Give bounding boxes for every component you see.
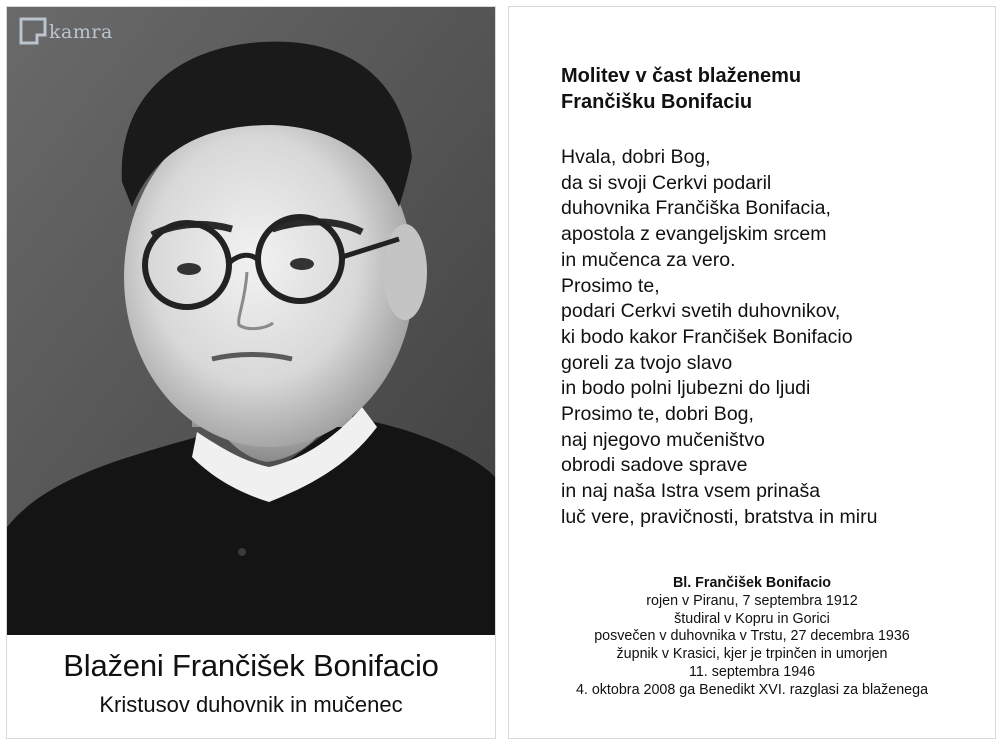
prayer-line: in mučenca za vero. <box>561 248 736 271</box>
back-card <box>508 6 996 739</box>
front-name: Blaženi Frančišek Bonifacio <box>63 648 439 683</box>
front-caption <box>7 635 495 738</box>
prayer-title <box>561 63 801 115</box>
bio-line: študiral v Kopru in Gorici <box>674 610 830 627</box>
kamra-watermark <box>15 13 125 53</box>
prayer-line: duhovnika Frančiška Bonifacia, <box>561 197 831 220</box>
prayer-line: luč vere, pravičnosti, bratstva in miru <box>561 505 878 528</box>
prayer-line: Prosimo te, dobri Bog, <box>561 403 754 426</box>
bio-line: 4. oktobra 2008 ga Benedikt XVI. razglasi za blaženega <box>575 681 929 698</box>
portrait-photo <box>7 7 495 635</box>
prayer-line: in bodo polni ljubezni do ljudi <box>561 377 811 400</box>
prayer-line: podari Cerkvi svetih duhovnikov, <box>561 300 841 323</box>
bio-line: 11. septembra 1946 <box>688 663 816 680</box>
prayer-line: apostola z evangeljskim srcem <box>561 223 827 246</box>
bio-line: župnik v Krasici, kjer je trpinčen in umorjen <box>616 646 888 663</box>
prayer-line: naj njegovo mučeništvo <box>561 428 765 451</box>
prayer-title-line: Frančišku Bonifaciu <box>561 91 753 113</box>
front-subtitle: Kristusov duhovnik in mučenec <box>99 692 403 717</box>
prayer-line: da si svoji Cerkvi podaril <box>561 171 772 194</box>
bio-name: Bl. Frančišek Bonifacio <box>672 575 832 591</box>
prayer-line: goreli za tvojo slavo <box>561 351 733 374</box>
front-card <box>6 6 496 739</box>
prayer-line: ki bodo kakor Frančišek Bonifacio <box>561 325 853 348</box>
prayer-line: Prosimo te, <box>561 274 660 297</box>
watermark-text: kamra <box>49 21 113 43</box>
bio-line: posvečen v duhovnika v Trstu, 27 decembra 1936 <box>594 628 910 645</box>
prayer-line: in naj naša Istra vsem prinaša <box>561 480 821 503</box>
prayer-line: Hvala, dobri Bog, <box>561 146 711 168</box>
bio-line: rojen v Piranu, 7 septembra 1912 <box>646 592 858 609</box>
prayer-title-line: Molitev v čast blaženemu <box>561 65 802 87</box>
prayer-line: obrodi sadove sprave <box>561 454 748 477</box>
prayer-text <box>561 145 877 531</box>
biography-block <box>509 575 995 700</box>
